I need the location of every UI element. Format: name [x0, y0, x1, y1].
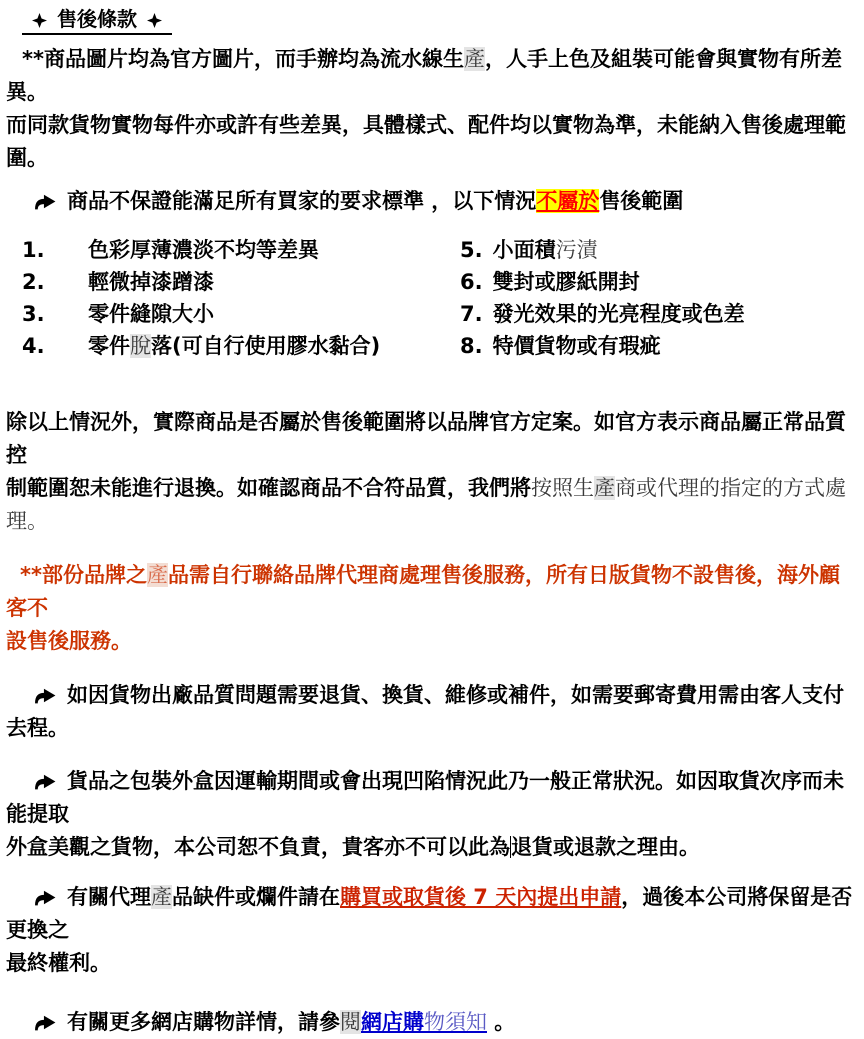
substituted-glyph: 產 [594, 476, 615, 500]
brand-note-text: 設售後服務。 [6, 629, 132, 653]
substituted-glyph: 脫 [130, 334, 151, 358]
policy-text: 除以上情況外，實際商品是否屬於售後範圍將以品牌官方定案。如官方表示商品屬正常品質控 [6, 410, 846, 467]
page-title [22, 6, 172, 35]
packaging-note-text: 外盒美觀之貨物，本公司恕不負責，貴客亦不可以此為 [6, 835, 510, 859]
four-pointed-star-icon [32, 6, 47, 32]
defect-note-text: ，過後本公司將保留是否更換之 [6, 885, 853, 942]
item-number: 6. [460, 270, 483, 294]
policy-text: 制範圍恕未能進行退換。如確認商品不合符品質，我們將 [6, 476, 531, 500]
curved-right-arrow-icon [20, 765, 57, 798]
list-item: 輕微掉漆蹭漆 [88, 270, 214, 294]
curved-right-arrow-icon [20, 185, 57, 218]
store-shopping-guide-link[interactable]: 網店購物須知 [361, 1010, 487, 1034]
list-item: 零件脫落(可自行使用膠水黏合) [88, 334, 381, 358]
list-item: 小面積污漬 [492, 238, 598, 262]
notice-text: 售後範圍 [599, 189, 684, 213]
intro-text: ，人手上色及組裝可能會與實物有所差異。 [6, 47, 842, 104]
defect-note-text: 最終權利。 [6, 951, 111, 975]
curved-right-arrow-icon [20, 881, 57, 914]
item-number: 1. [22, 238, 45, 262]
intro-text: 而同款貨物實物每件亦或許有些差異，具體樣式、配件均以實物為準，未能納入售後處理範圍。 [6, 113, 846, 170]
defect-note-paragraph [6, 881, 858, 980]
brand-note-paragraph [6, 559, 858, 658]
notice-paragraph [6, 185, 858, 218]
substituted-text: 商或代理的指定的方式處理。 [6, 476, 846, 533]
more-info-text: 。 [487, 1010, 516, 1034]
shipping-note-text: 如因貨物出廠品質問題需要退貨、換貨、維修或補件，如需要郵寄費用需由客人支付去程。 [6, 683, 844, 740]
claim-deadline-emphasis: 購買或取貨後 7 天內提出申請 [340, 885, 622, 909]
list-row [6, 234, 858, 266]
list-row [6, 298, 858, 330]
item-number: 8. [460, 334, 483, 358]
curved-right-arrow-icon [20, 679, 57, 712]
four-pointed-star-icon [147, 6, 162, 32]
list-item: 零件縫隙大小 [88, 302, 214, 326]
packaging-note-paragraph [6, 765, 858, 864]
item-number: 3. [22, 302, 45, 326]
shipping-note-paragraph [6, 679, 858, 745]
exclusion-list [6, 234, 858, 362]
item-number: 7. [460, 302, 483, 326]
policy-paragraph [6, 406, 858, 538]
packaging-note-text: 退貨或退款之理由。 [511, 835, 700, 859]
list-item: 特價貨物或有瑕疵 [492, 334, 661, 358]
list-item: 雙封或膠紙開封 [492, 270, 640, 294]
substituted-text: 按照生 [531, 476, 594, 500]
highlighted-text: 不屬於 [536, 189, 600, 213]
more-info-paragraph [6, 1006, 858, 1039]
brand-note-text: **部份品牌之 [20, 563, 147, 587]
substituted-glyph: 產 [146, 563, 168, 587]
title-row [6, 6, 858, 35]
list-item: 發光效果的光亮程度或色差 [492, 302, 745, 326]
notice-text: 商品不保證能滿足所有買家的要求標準 ，以下情況 [67, 189, 537, 213]
list-row [6, 266, 858, 298]
item-number: 2. [22, 270, 45, 294]
title-text: 售後條款 [57, 7, 137, 31]
substituted-glyph: 物須知 [424, 1010, 487, 1034]
intro-text: **商品圖片均為官方圖片，而手辦均為流水線生 [22, 47, 464, 71]
packaging-note-text: 貨品之包裝外盒因運輸期間或會出現凹陷情況此乃一般正常狀況。如因取貨次序而未能提取 [6, 769, 844, 826]
substituted-glyph: 產 [463, 47, 485, 71]
item-number: 4. [22, 334, 45, 358]
more-info-text: 有關更多網店購物詳情，請參 [67, 1010, 340, 1034]
curved-right-arrow-icon [20, 1006, 57, 1039]
substituted-glyph: 產 [151, 885, 172, 909]
brand-note-text: 品需自行聯絡品牌代理商處理售後服務，所有日版貨物不設售後，海外顧客不 [6, 563, 840, 620]
substituted-glyph: 污漬 [555, 238, 598, 262]
intro-paragraph [6, 43, 858, 175]
substituted-glyph: 閱 [340, 1010, 361, 1034]
defect-note-text: 品缺件或爛件請在 [172, 885, 340, 909]
defect-note-text: 有關代理 [67, 885, 151, 909]
list-item: 色彩厚薄濃淡不均等差異 [88, 238, 319, 262]
list-row [6, 330, 858, 362]
item-number: 5. [460, 238, 483, 262]
